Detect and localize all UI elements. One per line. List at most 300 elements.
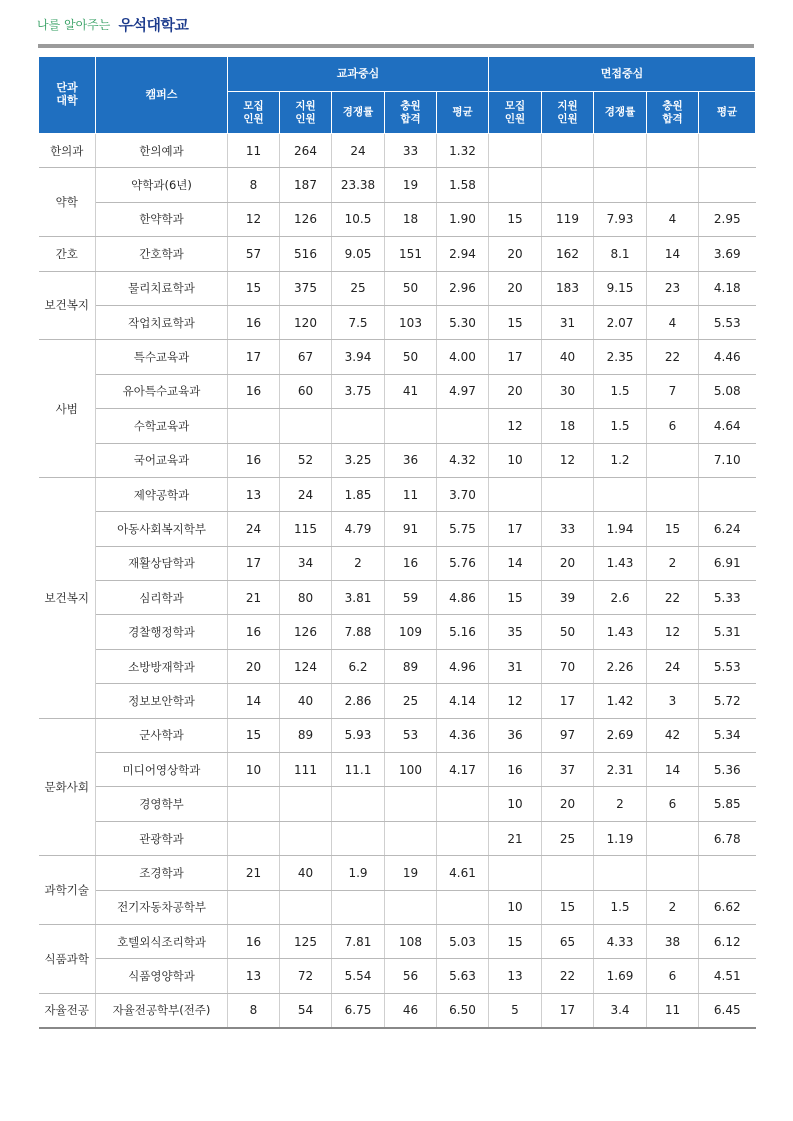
table-row [39,615,756,649]
table-row [39,993,756,1028]
curriculum-additional-pass-cell: 108 [385,924,437,958]
interview-average-grade-cell [699,134,756,168]
interview-applicant-count-cell: 15 [542,890,594,924]
curriculum-applicant-count-cell: 60 [280,374,332,408]
curriculum-additional-pass-cell: 11 [385,477,437,511]
curriculum-competition-rate-cell: 7.5 [332,305,385,339]
interview-competition-rate-cell: 1.43 [594,615,647,649]
interview-additional-pass-cell: 3 [647,684,699,718]
college-cell: 문화사회 [39,718,96,856]
curriculum-applicant-count-cell [280,787,332,821]
interview-competition-rate-cell [594,134,647,168]
department-cell: 약학과(6년) [96,168,228,202]
interview-recruit-count-cell: 10 [489,890,542,924]
table-row [39,374,756,408]
interview-competition-rate-cell: 8.1 [594,237,647,271]
curriculum-applicant-count-cell [280,409,332,443]
curriculum-average-grade-cell [437,890,489,924]
curriculum-competition-rate-cell: 4.79 [332,512,385,546]
interview-competition-rate-cell: 2.26 [594,649,647,683]
curriculum-competition-rate-cell: 3.25 [332,443,385,477]
department-cell: 간호학과 [96,237,228,271]
department-cell: 자율전공학부(전주) [96,993,228,1028]
interview-recruit-count-cell: 17 [489,512,542,546]
curriculum-competition-rate-cell: 5.93 [332,718,385,752]
interview-recruit-count-cell: 36 [489,718,542,752]
curriculum-additional-pass-cell: 53 [385,718,437,752]
interview-recruit-count-cell [489,134,542,168]
interview-applicant-count-cell [542,856,594,890]
interview-competition-rate-cell: 2.6 [594,581,647,615]
curriculum-applicant-count-cell: 111 [280,753,332,787]
curriculum-recruit-count-cell: 17 [228,340,280,374]
department-cell: 재활상담학과 [96,546,228,580]
interview-additional-pass-cell: 6 [647,787,699,821]
header-group-curriculum: 교과중심 [228,57,489,92]
interview-additional-pass-cell: 15 [647,512,699,546]
interview-applicant-count-cell: 119 [542,202,594,236]
curriculum-competition-rate-cell: 5.54 [332,959,385,993]
department-cell: 제약공학과 [96,477,228,511]
brand-name: 우석대학교 [118,16,189,34]
applicant-count-header: 지원 인원 [542,92,594,134]
additional-pass-header: 충원 합격 [647,92,699,134]
curriculum-competition-rate-cell: 3.75 [332,374,385,408]
interview-applicant-count-cell: 17 [542,684,594,718]
curriculum-applicant-count-cell [280,821,332,855]
interview-average-grade-cell: 5.34 [699,718,756,752]
interview-average-grade-cell: 5.85 [699,787,756,821]
applicant-count-header: 지원 인원 [280,92,332,134]
header-divider [38,44,754,48]
curriculum-additional-pass-cell: 16 [385,546,437,580]
college-cell: 사범 [39,340,96,478]
college-cell: 식품과학 [39,924,96,993]
department-cell: 정보보안학과 [96,684,228,718]
interview-recruit-count-cell [489,168,542,202]
curriculum-competition-rate-cell: 1.9 [332,856,385,890]
curriculum-average-grade-cell: 4.61 [437,856,489,890]
department-cell: 전기자동차공학부 [96,890,228,924]
curriculum-additional-pass-cell: 19 [385,856,437,890]
curriculum-recruit-count-cell: 24 [228,512,280,546]
department-cell: 한약학과 [96,202,228,236]
curriculum-recruit-count-cell: 14 [228,684,280,718]
interview-recruit-count-cell: 20 [489,271,542,305]
curriculum-competition-rate-cell: 2.86 [332,684,385,718]
curriculum-additional-pass-cell: 59 [385,581,437,615]
interview-applicant-count-cell [542,477,594,511]
curriculum-recruit-count-cell: 16 [228,305,280,339]
table-row [39,237,756,271]
header-campus: 캠퍼스 [96,57,228,134]
curriculum-applicant-count-cell: 125 [280,924,332,958]
curriculum-average-grade-cell: 5.76 [437,546,489,580]
curriculum-additional-pass-cell: 46 [385,993,437,1028]
curriculum-competition-rate-cell [332,821,385,855]
curriculum-average-grade-cell: 4.96 [437,649,489,683]
interview-applicant-count-cell: 20 [542,546,594,580]
curriculum-applicant-count-cell [280,890,332,924]
curriculum-recruit-count-cell: 13 [228,477,280,511]
interview-additional-pass-cell: 14 [647,753,699,787]
table-row [39,305,756,339]
interview-average-grade-cell: 5.53 [699,305,756,339]
table-row [39,409,756,443]
interview-applicant-count-cell: 40 [542,340,594,374]
interview-average-grade-cell: 4.64 [699,409,756,443]
interview-applicant-count-cell: 20 [542,787,594,821]
curriculum-applicant-count-cell: 72 [280,959,332,993]
college-cell: 자율전공 [39,993,96,1028]
curriculum-recruit-count-cell: 15 [228,718,280,752]
curriculum-competition-rate-cell: 3.81 [332,581,385,615]
table-row [39,271,756,305]
curriculum-recruit-count-cell: 20 [228,649,280,683]
department-cell: 수학교육과 [96,409,228,443]
department-cell: 물리치료학과 [96,271,228,305]
curriculum-additional-pass-cell [385,821,437,855]
interview-applicant-count-cell [542,134,594,168]
curriculum-average-grade-cell: 1.58 [437,168,489,202]
curriculum-applicant-count-cell: 89 [280,718,332,752]
curriculum-average-grade-cell: 2.94 [437,237,489,271]
interview-average-grade-cell: 5.36 [699,753,756,787]
curriculum-competition-rate-cell [332,409,385,443]
table-row [39,787,756,821]
interview-additional-pass-cell: 4 [647,305,699,339]
average-grade-header: 평균 [437,92,489,134]
interview-applicant-count-cell: 18 [542,409,594,443]
curriculum-additional-pass-cell: 41 [385,374,437,408]
interview-applicant-count-cell: 183 [542,271,594,305]
curriculum-average-grade-cell: 2.96 [437,271,489,305]
interview-average-grade-cell: 6.62 [699,890,756,924]
average-grade-header: 평균 [699,92,756,134]
curriculum-average-grade-cell: 4.36 [437,718,489,752]
curriculum-recruit-count-cell [228,821,280,855]
curriculum-additional-pass-cell: 151 [385,237,437,271]
table-row [39,753,756,787]
department-cell: 심리학과 [96,581,228,615]
curriculum-recruit-count-cell: 13 [228,959,280,993]
interview-applicant-count-cell: 22 [542,959,594,993]
interview-applicant-count-cell: 162 [542,237,594,271]
curriculum-recruit-count-cell: 57 [228,237,280,271]
table-row [39,202,756,236]
curriculum-average-grade-cell: 5.03 [437,924,489,958]
curriculum-competition-rate-cell: 9.05 [332,237,385,271]
interview-average-grade-cell: 6.12 [699,924,756,958]
curriculum-average-grade-cell: 4.14 [437,684,489,718]
curriculum-applicant-count-cell: 52 [280,443,332,477]
interview-applicant-count-cell: 33 [542,512,594,546]
interview-additional-pass-cell: 22 [647,340,699,374]
department-cell: 아동사회복지학부 [96,512,228,546]
interview-additional-pass-cell [647,443,699,477]
interview-recruit-count-cell: 21 [489,821,542,855]
interview-competition-rate-cell: 4.33 [594,924,647,958]
table-row [39,134,756,168]
curriculum-average-grade-cell: 5.63 [437,959,489,993]
curriculum-additional-pass-cell: 109 [385,615,437,649]
curriculum-additional-pass-cell: 25 [385,684,437,718]
curriculum-additional-pass-cell: 56 [385,959,437,993]
table-body [39,134,756,1029]
department-cell: 유아특수교육과 [96,374,228,408]
interview-recruit-count-cell [489,856,542,890]
interview-applicant-count-cell: 70 [542,649,594,683]
curriculum-applicant-count-cell: 34 [280,546,332,580]
table-row [39,168,756,202]
interview-competition-rate-cell: 2.35 [594,340,647,374]
interview-average-grade-cell: 5.33 [699,581,756,615]
interview-additional-pass-cell [647,477,699,511]
interview-average-grade-cell [699,168,756,202]
interview-competition-rate-cell: 1.94 [594,512,647,546]
curriculum-competition-rate-cell: 23.38 [332,168,385,202]
curriculum-competition-rate-cell: 6.2 [332,649,385,683]
curriculum-average-grade-cell [437,821,489,855]
curriculum-average-grade-cell [437,787,489,821]
interview-applicant-count-cell: 17 [542,993,594,1028]
curriculum-applicant-count-cell: 126 [280,202,332,236]
table-row [39,443,756,477]
curriculum-additional-pass-cell: 18 [385,202,437,236]
curriculum-applicant-count-cell: 54 [280,993,332,1028]
interview-recruit-count-cell: 15 [489,581,542,615]
curriculum-additional-pass-cell: 91 [385,512,437,546]
interview-additional-pass-cell [647,856,699,890]
curriculum-recruit-count-cell: 16 [228,443,280,477]
table-row [39,821,756,855]
interview-additional-pass-cell: 22 [647,581,699,615]
curriculum-average-grade-cell: 4.00 [437,340,489,374]
curriculum-average-grade-cell: 4.17 [437,753,489,787]
curriculum-average-grade-cell [437,409,489,443]
interview-average-grade-cell: 4.46 [699,340,756,374]
interview-additional-pass-cell: 24 [647,649,699,683]
interview-recruit-count-cell: 15 [489,202,542,236]
table-row [39,684,756,718]
curriculum-applicant-count-cell: 375 [280,271,332,305]
interview-competition-rate-cell: 1.2 [594,443,647,477]
department-cell: 미디어영상학과 [96,753,228,787]
curriculum-recruit-count-cell: 16 [228,374,280,408]
department-cell: 조경학과 [96,856,228,890]
curriculum-recruit-count-cell [228,409,280,443]
admission-table [38,56,756,1029]
curriculum-recruit-count-cell: 12 [228,202,280,236]
competition-rate-header: 경쟁률 [594,92,647,134]
curriculum-additional-pass-cell [385,409,437,443]
curriculum-recruit-count-cell: 16 [228,924,280,958]
interview-recruit-count-cell: 12 [489,684,542,718]
interview-additional-pass-cell: 4 [647,202,699,236]
interview-recruit-count-cell: 15 [489,924,542,958]
interview-competition-rate-cell: 1.42 [594,684,647,718]
interview-applicant-count-cell: 97 [542,718,594,752]
interview-competition-rate-cell: 1.5 [594,409,647,443]
curriculum-recruit-count-cell: 17 [228,546,280,580]
curriculum-average-grade-cell: 1.90 [437,202,489,236]
interview-competition-rate-cell: 2 [594,787,647,821]
curriculum-applicant-count-cell: 516 [280,237,332,271]
interview-average-grade-cell: 5.08 [699,374,756,408]
recruit-count-header: 모집 인원 [228,92,280,134]
table-row [39,477,756,511]
interview-average-grade-cell: 6.45 [699,993,756,1028]
curriculum-recruit-count-cell: 8 [228,993,280,1028]
interview-competition-rate-cell [594,168,647,202]
department-cell: 경영학부 [96,787,228,821]
interview-competition-rate-cell: 2.07 [594,305,647,339]
curriculum-competition-rate-cell: 7.88 [332,615,385,649]
interview-average-grade-cell: 5.31 [699,615,756,649]
college-cell: 과학기술 [39,856,96,925]
curriculum-additional-pass-cell [385,890,437,924]
interview-average-grade-cell: 6.91 [699,546,756,580]
curriculum-recruit-count-cell: 8 [228,168,280,202]
college-cell: 약학 [39,168,96,237]
table-row [39,959,756,993]
college-cell: 보건복지 [39,477,96,718]
interview-additional-pass-cell: 6 [647,409,699,443]
curriculum-additional-pass-cell: 100 [385,753,437,787]
interview-average-grade-cell: 4.51 [699,959,756,993]
curriculum-competition-rate-cell: 25 [332,271,385,305]
interview-average-grade-cell [699,477,756,511]
interview-applicant-count-cell: 12 [542,443,594,477]
interview-recruit-count-cell: 10 [489,787,542,821]
interview-average-grade-cell: 3.69 [699,237,756,271]
interview-average-grade-cell: 4.18 [699,271,756,305]
curriculum-average-grade-cell: 4.32 [437,443,489,477]
interview-applicant-count-cell: 50 [542,615,594,649]
interview-recruit-count-cell: 13 [489,959,542,993]
interview-additional-pass-cell: 6 [647,959,699,993]
brand-logo [37,14,188,36]
interview-recruit-count-cell: 14 [489,546,542,580]
curriculum-average-grade-cell: 5.75 [437,512,489,546]
table-row [39,718,756,752]
college-cell: 간호 [39,237,96,271]
curriculum-applicant-count-cell: 40 [280,856,332,890]
interview-additional-pass-cell: 11 [647,993,699,1028]
brand-tagline: 나를 알아주는 [37,18,111,32]
curriculum-average-grade-cell: 6.50 [437,993,489,1028]
department-cell: 한의예과 [96,134,228,168]
curriculum-additional-pass-cell: 103 [385,305,437,339]
department-cell: 국어교육과 [96,443,228,477]
interview-competition-rate-cell: 9.15 [594,271,647,305]
interview-additional-pass-cell: 12 [647,615,699,649]
table-row [39,546,756,580]
interview-recruit-count-cell: 10 [489,443,542,477]
table-header [39,57,756,134]
curriculum-average-grade-cell: 1.32 [437,134,489,168]
curriculum-average-grade-cell: 5.30 [437,305,489,339]
interview-competition-rate-cell: 1.43 [594,546,647,580]
curriculum-competition-rate-cell: 6.75 [332,993,385,1028]
curriculum-recruit-count-cell: 16 [228,615,280,649]
table-row [39,649,756,683]
interview-recruit-count-cell: 17 [489,340,542,374]
interview-applicant-count-cell [542,168,594,202]
table-row [39,512,756,546]
interview-applicant-count-cell: 30 [542,374,594,408]
interview-recruit-count-cell: 20 [489,237,542,271]
curriculum-average-grade-cell: 4.97 [437,374,489,408]
department-cell: 관광학과 [96,821,228,855]
department-cell: 특수교육과 [96,340,228,374]
recruit-count-header: 모집 인원 [489,92,542,134]
curriculum-applicant-count-cell: 187 [280,168,332,202]
college-cell: 한의과 [39,134,96,168]
interview-competition-rate-cell: 1.69 [594,959,647,993]
interview-competition-rate-cell: 1.5 [594,890,647,924]
curriculum-competition-rate-cell: 10.5 [332,202,385,236]
interview-competition-rate-cell: 2.69 [594,718,647,752]
curriculum-average-grade-cell: 5.16 [437,615,489,649]
curriculum-additional-pass-cell: 89 [385,649,437,683]
table-row [39,924,756,958]
department-cell: 호텔외식조리학과 [96,924,228,958]
curriculum-additional-pass-cell: 50 [385,340,437,374]
interview-additional-pass-cell: 42 [647,718,699,752]
table-row [39,856,756,890]
interview-competition-rate-cell [594,856,647,890]
interview-recruit-count-cell: 5 [489,993,542,1028]
interview-average-grade-cell: 6.24 [699,512,756,546]
interview-average-grade-cell: 5.53 [699,649,756,683]
interview-applicant-count-cell: 25 [542,821,594,855]
curriculum-additional-pass-cell: 19 [385,168,437,202]
interview-additional-pass-cell [647,134,699,168]
interview-recruit-count-cell [489,477,542,511]
interview-applicant-count-cell: 31 [542,305,594,339]
interview-additional-pass-cell: 7 [647,374,699,408]
interview-applicant-count-cell: 39 [542,581,594,615]
interview-average-grade-cell: 2.95 [699,202,756,236]
department-cell: 소방방재학과 [96,649,228,683]
interview-additional-pass-cell: 23 [647,271,699,305]
curriculum-recruit-count-cell: 21 [228,581,280,615]
interview-additional-pass-cell: 38 [647,924,699,958]
interview-competition-rate-cell: 1.5 [594,374,647,408]
curriculum-additional-pass-cell [385,787,437,821]
interview-applicant-count-cell: 37 [542,753,594,787]
interview-additional-pass-cell: 2 [647,546,699,580]
curriculum-competition-rate-cell: 7.81 [332,924,385,958]
curriculum-applicant-count-cell: 24 [280,477,332,511]
college-cell: 보건복지 [39,271,96,340]
department-cell: 식품영양학과 [96,959,228,993]
interview-recruit-count-cell: 31 [489,649,542,683]
curriculum-average-grade-cell: 4.86 [437,581,489,615]
interview-average-grade-cell: 5.72 [699,684,756,718]
interview-additional-pass-cell: 2 [647,890,699,924]
curriculum-applicant-count-cell: 124 [280,649,332,683]
interview-competition-rate-cell: 7.93 [594,202,647,236]
curriculum-competition-rate-cell [332,787,385,821]
interview-competition-rate-cell [594,477,647,511]
interview-recruit-count-cell: 12 [489,409,542,443]
curriculum-applicant-count-cell: 115 [280,512,332,546]
table-row [39,581,756,615]
curriculum-applicant-count-cell: 80 [280,581,332,615]
curriculum-competition-rate-cell: 2 [332,546,385,580]
